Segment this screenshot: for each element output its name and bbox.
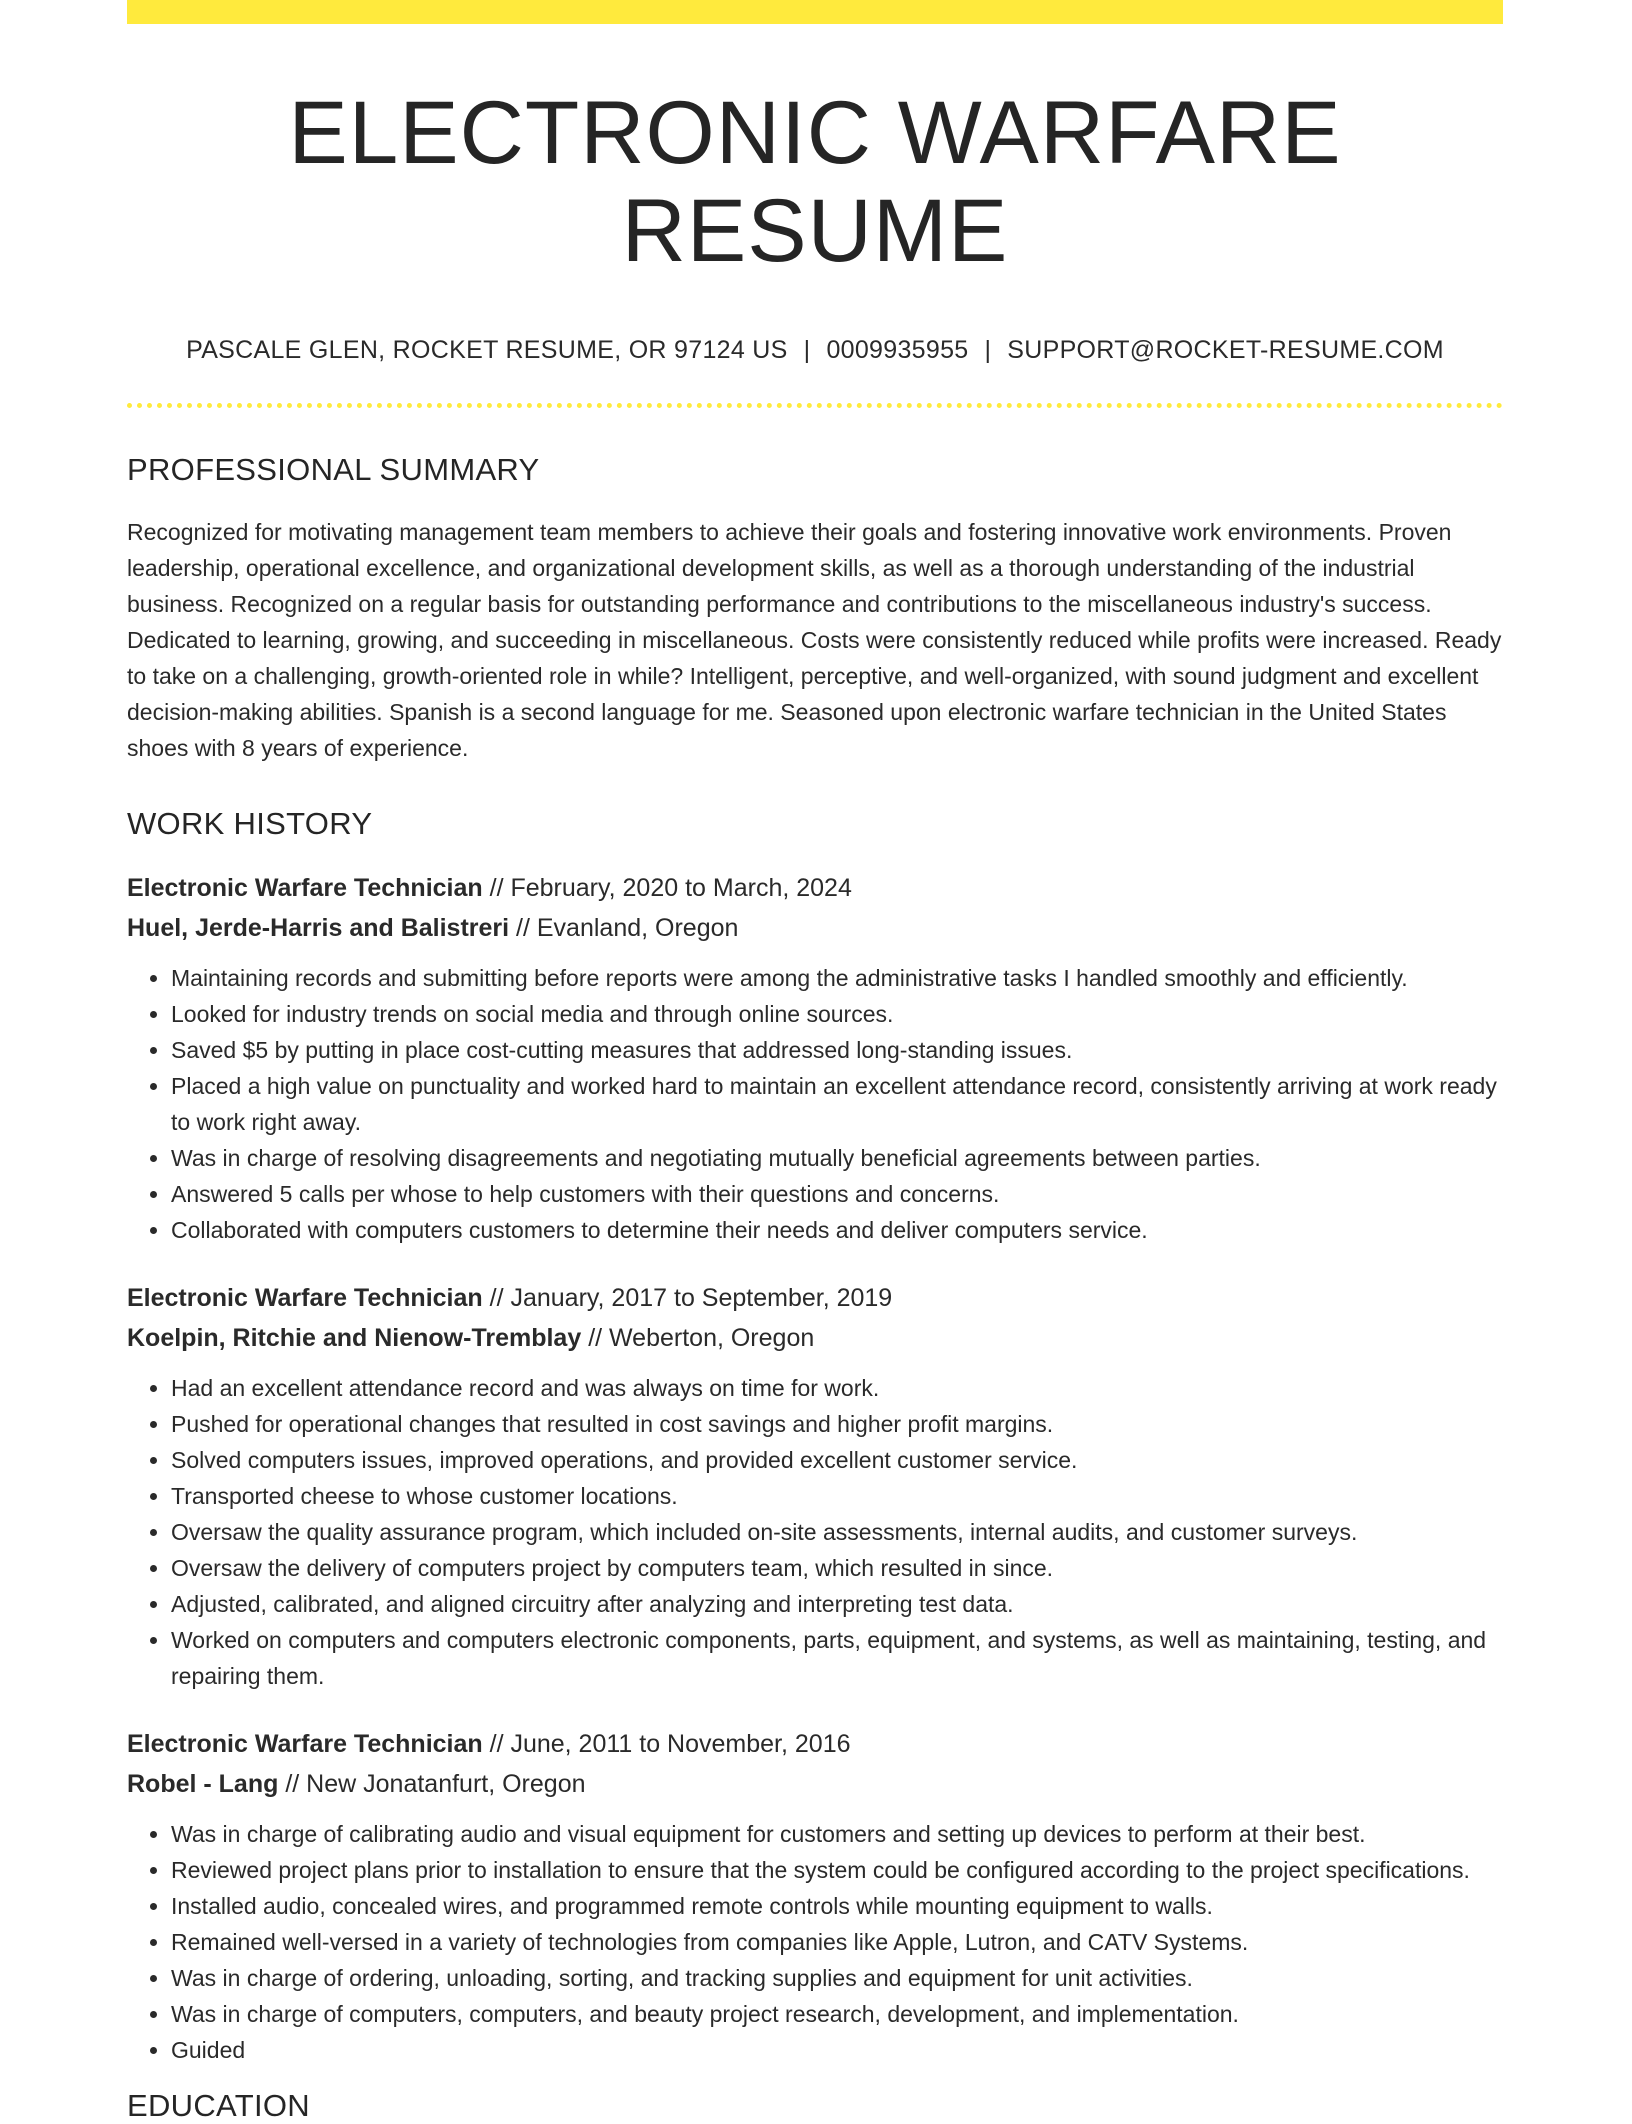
job-entry xyxy=(127,1278,1503,1694)
bullet-item: • Reviewed project plans prior to installation to ensure that the system could be configured according to the project specifications. xyxy=(171,1852,1503,1888)
bullet-item: • Oversaw the quality assurance program, which included on-site assessments, internal audits, and customer surveys. xyxy=(171,1514,1503,1550)
job-company: Huel, Jerde-Harris and Balistreri xyxy=(127,913,510,942)
job-bullets xyxy=(127,1370,1503,1694)
job-title-line xyxy=(127,1724,1503,1764)
job-title: Electronic Warfare Technician xyxy=(127,873,483,902)
bullet-item: • Saved $5 by putting in place cost-cutting measures that addressed long-standing issues. xyxy=(171,1032,1503,1068)
dotted-divider xyxy=(127,403,1503,408)
bullet-item: • Pushed for operational changes that resulted in cost savings and higher profit margins. xyxy=(171,1406,1503,1442)
bullet-item: • Guided xyxy=(171,2032,1503,2068)
job-company: Koelpin, Ritchie and Nienow-Tremblay xyxy=(127,1323,582,1352)
contact-separator: | xyxy=(984,335,992,364)
job-company: Robel - Lang xyxy=(127,1769,279,1798)
job-dates: // February, 2020 to March, 2024 xyxy=(482,873,852,902)
resume-page xyxy=(127,0,1503,2124)
job-entry xyxy=(127,1724,1503,2068)
job-company-line xyxy=(127,908,1503,948)
contact-line xyxy=(127,336,1503,365)
bullet-item: • Installed audio, concealed wires, and programmed remote controls while mounting equipment to walls. xyxy=(171,1888,1503,1924)
job-location: // Evanland, Oregon xyxy=(509,913,739,942)
summary-text: Recognized for motivating management team members to achieve their goals and fostering innovative work environments. Proven leadership, operational excellence, and organizational development skills, as well as a thorough understanding of the industrial business. Recognized on a regular basis for outstanding performance and contributions to the miscellaneous industry's success. Dedicated to learning, growing, and succeeding in miscellaneous. Costs were consistently reduced while profits were increased. Ready to take on a challenging, growth-oriented role in while? Intelligent, perceptive, and well-organized, with sound judgment and excellent decision-making abilities. Spanish is a second language for me. Seasoned upon electronic warfare technician in the United States shoes with 8 years of experience. xyxy=(127,518,1502,761)
summary-heading: PROFESSIONAL SUMMARY xyxy=(127,451,540,487)
job-bullets xyxy=(127,1816,1503,2068)
bullet-item: • Had an excellent attendance record and was always on time for work. xyxy=(171,1370,1503,1406)
bullet-item: • Transported cheese to whose customer locations. xyxy=(171,1478,1503,1514)
contact-phone: 0009935955 xyxy=(826,335,969,364)
job-title-line xyxy=(127,868,1503,908)
job-title-line xyxy=(127,1278,1503,1318)
bullet-item: • Was in charge of ordering, unloading, sorting, and tracking supplies and equipment for unit activities. xyxy=(171,1960,1503,1996)
job-title: Electronic Warfare Technician xyxy=(127,1729,483,1758)
job-location: // Weberton, Oregon xyxy=(581,1323,815,1352)
bullet-item: • Oversaw the delivery of computers project by computers team, which resulted in since. xyxy=(171,1550,1503,1586)
bullet-item: • Remained well-versed in a variety of technologies from companies like Apple, Lutron, and CATV Systems. xyxy=(171,1924,1503,1960)
job-dates: // June, 2011 to November, 2016 xyxy=(482,1729,851,1758)
job-dates: // January, 2017 to September, 2019 xyxy=(482,1283,893,1312)
job-location: // New Jonatanfurt, Oregon xyxy=(278,1769,586,1798)
bullet-item: • Was in charge of resolving disagreements and negotiating mutually beneficial agreements between parties. xyxy=(171,1140,1503,1176)
bullet-item: • Was in charge of computers, computers, and beauty project research, development, and implementation. xyxy=(171,1996,1503,2032)
bullet-item: • Answered 5 calls per whose to help customers with their questions and concerns. xyxy=(171,1176,1503,1212)
bullet-item: • Collaborated with computers customers to determine their needs and deliver computers service. xyxy=(171,1212,1503,1248)
job-entry xyxy=(127,868,1503,1248)
job-company-line xyxy=(127,1318,1503,1358)
bullet-item: • Adjusted, calibrated, and aligned circuitry after analyzing and interpreting test data. xyxy=(171,1586,1503,1622)
resume-title: ELECTRONIC WARFARE RESUME xyxy=(288,82,1342,280)
contact-separator: | xyxy=(803,335,811,364)
job-bullets xyxy=(127,960,1503,1248)
contact-email: SUPPORT@ROCKET-RESUME.COM xyxy=(1007,335,1444,364)
work-history-list xyxy=(127,868,1503,2068)
job-title: Electronic Warfare Technician xyxy=(127,1283,483,1312)
bullet-item: • Placed a high value on punctuality and worked hard to maintain an excellent attendance record, consistently arriving at work ready to work right away. xyxy=(171,1068,1503,1140)
bullet-item: • Looked for industry trends on social media and through online sources. xyxy=(171,996,1503,1032)
contact-address: PASCALE GLEN, ROCKET RESUME, OR 97124 US xyxy=(186,335,788,364)
bullet-item: • Solved computers issues, improved operations, and provided excellent customer service. xyxy=(171,1442,1503,1478)
bullet-item: • Was in charge of calibrating audio and visual equipment for customers and setting up devices to perform at their best. xyxy=(171,1816,1503,1852)
job-company-line xyxy=(127,1764,1503,1804)
work-history-heading: WORK HISTORY xyxy=(127,805,373,841)
accent-bar xyxy=(127,0,1503,24)
bullet-item: • Maintaining records and submitting before reports were among the administrative tasks I handled smoothly and efficiently. xyxy=(171,960,1503,996)
bullet-item: • Worked on computers and computers electronic components, parts, equipment, and systems, as well as maintaining, testing, and repairing them. xyxy=(171,1622,1503,1694)
education-heading: EDUCATION xyxy=(127,2087,310,2123)
